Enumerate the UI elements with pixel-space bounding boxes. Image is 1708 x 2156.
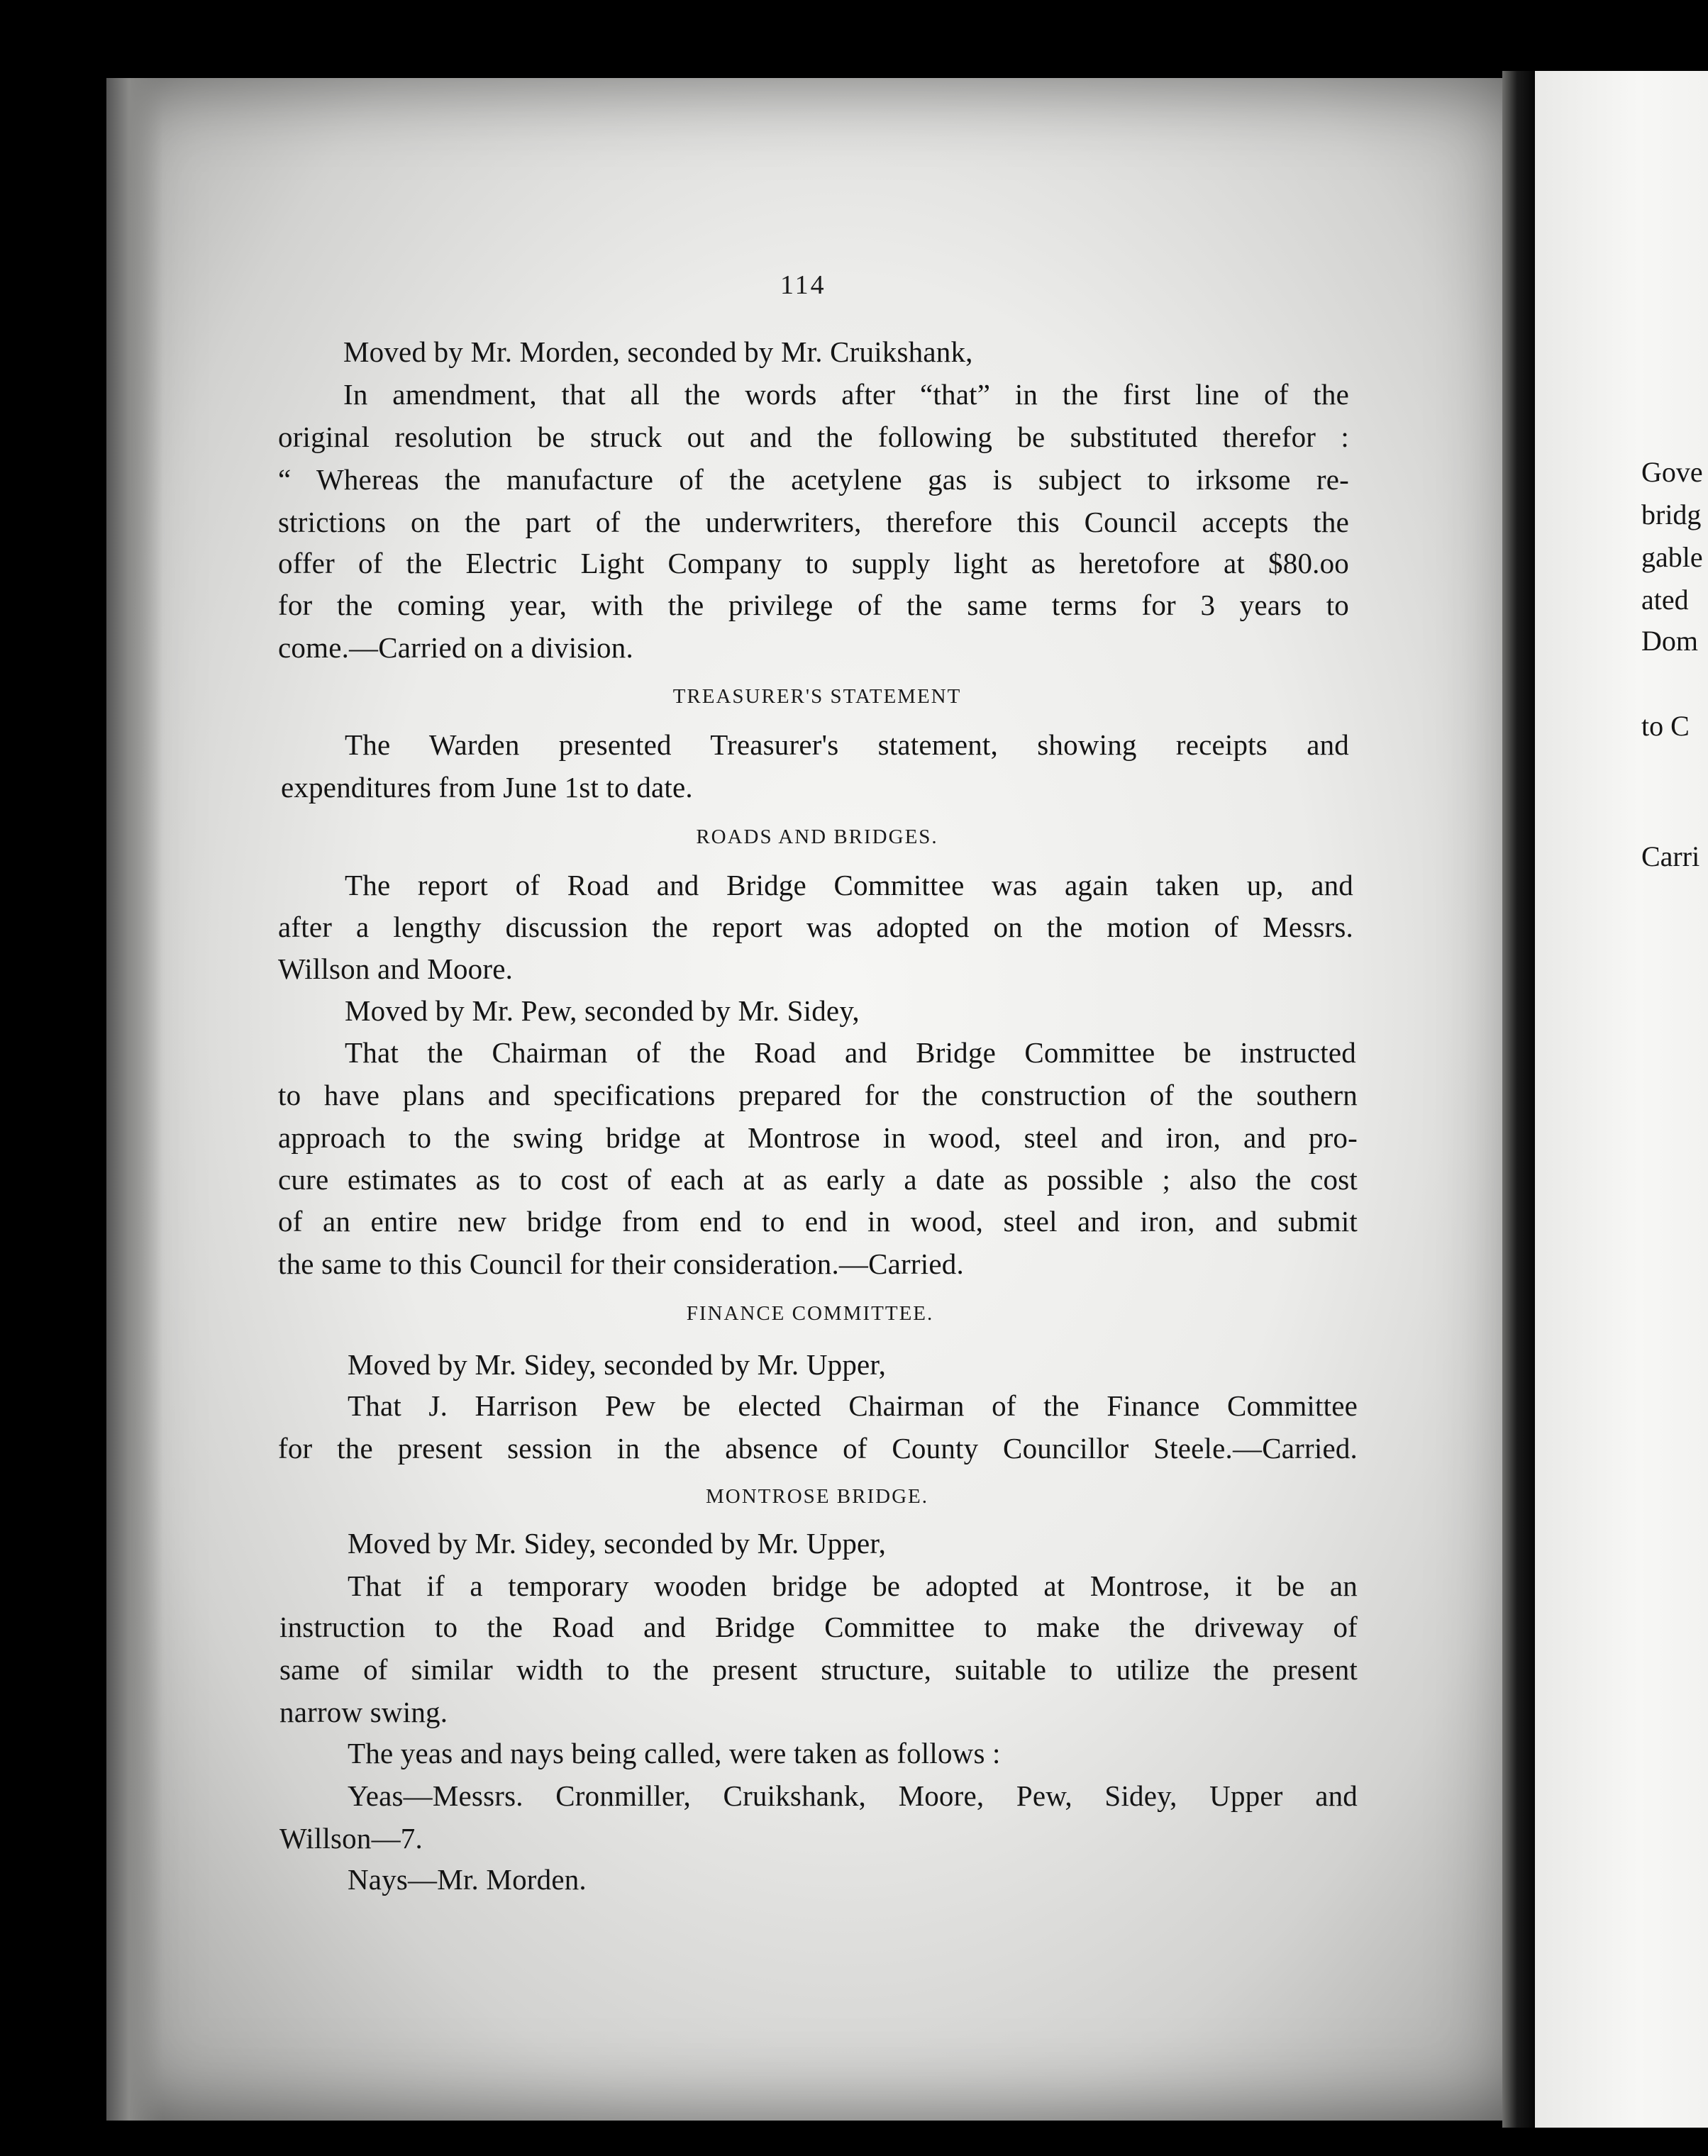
right-page-fragment: ated (1641, 584, 1689, 616)
text-line: original resolution be struck out and the following be substituted therefor : (278, 421, 1349, 453)
section-heading: FINANCE COMMITTEE. (686, 1302, 934, 1325)
page-number: 114 (780, 270, 826, 300)
text-line: come.—Carried on a division. (278, 631, 633, 664)
text-line: after a lengthy discussion the report was adopted on the motion of Messrs. (278, 911, 1353, 943)
book-gutter (1502, 71, 1535, 2128)
text-line: narrow swing. (279, 1696, 448, 1728)
text-line: the same to this Council for their consideration.—Carried. (278, 1248, 964, 1280)
text-line: Willson and Moore. (278, 952, 514, 985)
text-line: Willson—7. (279, 1822, 423, 1855)
right-page-fragment: Gove (1641, 456, 1703, 488)
text-line: Moved by Mr. Pew, seconded by Mr. Sidey, (345, 994, 860, 1027)
text-line: Yeas—Messrs. Cronmiller, Cruikshank, Moore, Pew, Sidey, Upper and (348, 1779, 1358, 1812)
text-line: same of similar width to the present structure, suitable to utilize the present (279, 1653, 1358, 1686)
text-line: for the coming year, with the privilege of the same terms for 3 years to (278, 589, 1349, 621)
text-line: That the Chairman of the Road and Bridge Committee be instructed (345, 1036, 1356, 1069)
text-line: Moved by Mr. Sidey, seconded by Mr. Upper, (348, 1527, 887, 1560)
right-page (1535, 71, 1708, 2128)
text-line: Moved by Mr. Sidey, seconded by Mr. Upper, (348, 1348, 887, 1381)
text-line: to have plans and specifications prepared for the construction of the southern (278, 1079, 1358, 1111)
right-page-fragment: Carri (1641, 840, 1700, 872)
section-heading: MONTROSE BRIDGE. (706, 1485, 928, 1508)
text-line: instruction to the Road and Bridge Committee to make the driveway of (279, 1611, 1358, 1643)
text-line: for the present session in the absence of County Councillor Steele.—Carried. (278, 1432, 1358, 1465)
left-page-edge (106, 78, 163, 2121)
right-page-fragment: Dom (1641, 625, 1698, 657)
text-line: strictions on the part of the underwriters, therefore this Council accepts the (278, 506, 1349, 538)
text-line: expenditures from June 1st to date. (281, 771, 693, 804)
section-heading: TREASURER'S STATEMENT (672, 685, 962, 708)
text-line: Moved by Mr. Morden, seconded by Mr. Cruikshank, (343, 335, 973, 368)
text-line: That if a temporary wooden bridge be adopted at Montrose, it be an (348, 1569, 1358, 1602)
text-line: of an entire new bridge from end to end in wood, steel and iron, and submit (278, 1205, 1358, 1238)
section-heading: ROADS AND BRIDGES. (696, 826, 938, 848)
text-line: The report of Road and Bridge Committee was again taken up, and (345, 869, 1353, 901)
right-page-fragment: gable (1641, 541, 1703, 573)
text-line: “ Whereas the manufacture of the acetylene gas is subject to irksome re- (278, 463, 1349, 496)
text-line: The yeas and nays being called, were taken as follows : (348, 1737, 1001, 1769)
text-line: Nays—Mr. Morden. (348, 1863, 587, 1896)
text-line: The Warden presented Treasurer's statement, showing receipts and (345, 728, 1349, 761)
text-line: approach to the swing bridge at Montrose in wood, steel and iron, and pro- (278, 1121, 1358, 1154)
right-page-fragment: bridg (1641, 499, 1702, 530)
text-line: cure estimates as to cost of each at as early a date as possible ; also the cost (278, 1163, 1358, 1196)
text-line: In amendment, that all the words after “that” in the first line of the (343, 378, 1349, 411)
right-page-fragment: to C (1641, 710, 1690, 742)
text-line: offer of the Electric Light Company to supply light as heretofore at $80.oo (278, 547, 1349, 579)
text-line: That J. Harrison Pew be elected Chairman of the Finance Committee (348, 1389, 1358, 1422)
